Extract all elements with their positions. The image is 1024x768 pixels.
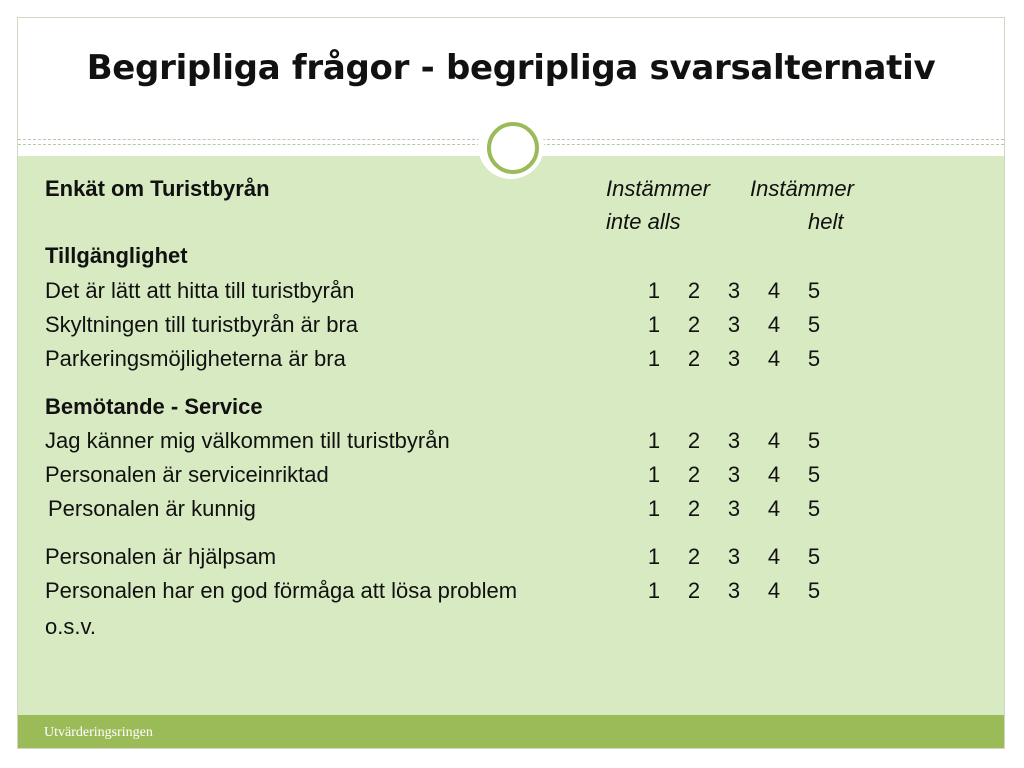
rating-scale [640,346,840,372]
survey-item: Skyltningen till turistbyrån är bra [45,312,359,337]
rating-option: 3 [727,462,741,487]
rating-option: 2 [687,496,701,521]
rating-scale [640,544,840,570]
rating-option: 4 [767,462,781,487]
rating-scale [640,278,840,304]
rating-option: 2 [687,578,701,603]
rating-option: 1 [647,346,661,371]
rating-option: 5 [807,544,821,569]
section-title-service: Bemötande - Service [45,394,263,419]
rating-option: 3 [727,544,741,569]
rating-option: 1 [647,278,661,303]
rating-option: 1 [647,496,661,521]
rating-option: 1 [647,462,661,487]
rating-option: 2 [687,346,701,371]
rating-option: 5 [807,312,821,337]
rating-scale [640,312,840,338]
rating-option: 3 [727,578,741,603]
rating-option: 5 [807,462,821,487]
survey-item: Personalen är kunnig [48,496,256,521]
rating-option: 4 [767,544,781,569]
rating-option: 4 [767,346,781,371]
rating-option: 4 [767,496,781,521]
survey-item: Personalen har en god förmåga att lösa problem [45,578,518,603]
rating-option: 1 [647,544,661,569]
rating-option: 3 [727,312,741,337]
rating-option: 4 [767,278,781,303]
survey-item: Det är lätt att hitta till turistbyrån [45,278,355,303]
footer-bar [18,715,1004,748]
rating-scale [640,578,840,604]
survey-heading: Enkät om Turistbyrån [45,176,270,201]
rating-option: 5 [807,496,821,521]
rating-option: 4 [767,428,781,453]
survey-item: Personalen är hjälpsam [45,544,277,569]
survey-item: Personalen är serviceinriktad [45,462,329,487]
rating-option: 5 [807,428,821,453]
rating-option: 3 [727,278,741,303]
rating-scale [640,462,840,488]
rating-option: 2 [687,544,701,569]
section-title-accessibility: Tillgänglighet [45,243,188,268]
rating-scale [640,428,840,454]
rating-option: 1 [647,578,661,603]
rating-option: 3 [727,496,741,521]
rating-option: 1 [647,428,661,453]
survey-item: Jag känner mig välkommen till turistbyrån [45,428,450,453]
scale-left-label-1: Instämmer [606,176,710,201]
rating-scale [640,496,840,522]
rating-option: 2 [687,278,701,303]
survey-item: Parkeringsmöjligheterna är bra [45,346,346,371]
rating-option: 4 [767,578,781,603]
scale-left-label-2: inte alls [606,209,681,234]
survey-etc: o.s.v. [45,614,96,639]
footer-label: Utvärderingsringen [44,725,153,740]
scale-right-label-1: Instämmer [750,176,854,201]
rating-option: 1 [647,312,661,337]
scale-right-label-2: helt [808,209,844,234]
rating-option: 3 [727,346,741,371]
rating-option: 4 [767,312,781,337]
rating-option: 3 [727,428,741,453]
rating-option: 2 [687,312,701,337]
rating-option: 5 [807,578,821,603]
circle-ornament-icon [487,122,539,174]
rating-option: 5 [807,346,821,371]
slide-title: Begripliga frågor - begripliga svarsalternativ [86,48,936,88]
rating-option: 5 [807,278,821,303]
rating-option: 2 [687,428,701,453]
rating-option: 2 [687,462,701,487]
